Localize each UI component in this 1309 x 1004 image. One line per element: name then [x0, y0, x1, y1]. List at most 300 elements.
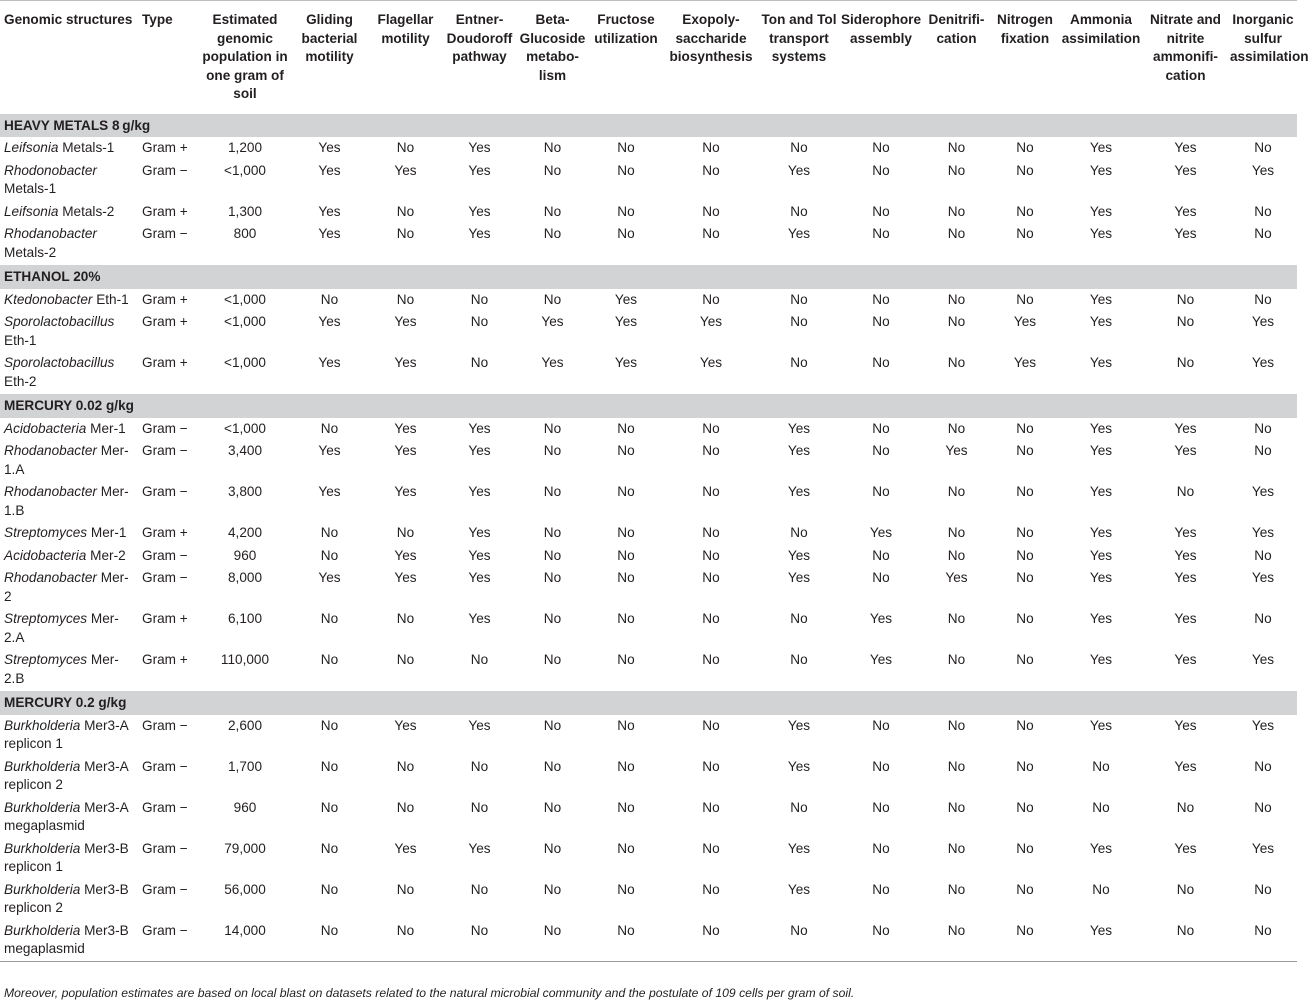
section-row-mercury-002	[0, 394, 1297, 418]
header-siderophore: Siderophore assembly	[840, 12, 922, 46]
table-row	[0, 418, 1297, 441]
genomic-structure-cell	[0, 838, 136, 879]
trait-cell: No	[543, 140, 562, 155]
trait-cell: No	[702, 717, 720, 733]
trait-cell: Yes	[1251, 717, 1275, 733]
trait-cell: No	[872, 291, 890, 307]
table-row	[0, 545, 1297, 568]
structure-label: Eth-1	[96, 291, 129, 307]
structure-label: Mer-1	[90, 525, 127, 540]
trait-cell: No	[947, 758, 966, 774]
trait-cell: No	[790, 291, 808, 307]
trait-cell: No	[947, 717, 966, 733]
trait-cell: No	[617, 652, 635, 667]
table-row	[0, 223, 1297, 265]
trait-cell: Yes	[1089, 226, 1113, 241]
trait-cell: No	[1016, 525, 1034, 540]
trait-cell: Yes	[787, 443, 811, 458]
trait-cell: No	[320, 758, 339, 774]
trait-cell: No	[543, 611, 562, 626]
type-cell: Gram +	[142, 355, 188, 370]
trait-cell: Yes	[1174, 226, 1197, 241]
trait-cell: No	[702, 570, 720, 585]
type-cell: Gram −	[136, 920, 199, 962]
genus-name: Sporolactobacillus	[4, 355, 115, 370]
trait-cell: Yes	[1013, 355, 1037, 370]
trait-cell: Yes	[1174, 611, 1197, 626]
genus-name: Streptomyces	[4, 525, 88, 540]
type-cell: Gram −	[142, 758, 188, 774]
trait-cell: Yes	[1251, 525, 1275, 540]
trait-cell: No	[790, 203, 808, 219]
trait-cell: No	[617, 758, 635, 774]
table-row	[0, 352, 1297, 394]
section-title: MERCURY 0.2 g/kg	[0, 691, 1297, 715]
trait-cell: No	[872, 484, 890, 499]
population-cell: 1,200	[227, 140, 263, 155]
genus-name: Burkholderia	[4, 717, 81, 733]
trait-cell: No	[790, 314, 808, 329]
trait-cell: No	[947, 881, 966, 897]
trait-cell: No	[320, 840, 339, 856]
trait-cell: No	[1254, 291, 1272, 307]
trait-cell: Yes	[1089, 547, 1113, 563]
trait-cell: No	[1254, 420, 1272, 436]
trait-cell: No	[617, 162, 635, 178]
trait-cell: Yes	[614, 355, 638, 370]
structure-label: Mer3-B replicon 1	[4, 840, 129, 874]
header-fructose: Fructose utilization	[594, 12, 658, 46]
genomic-structure-cell	[0, 481, 136, 522]
trait-cell: No	[617, 611, 635, 626]
trait-cell: No	[543, 840, 562, 856]
population-cell: 8,000	[227, 570, 263, 585]
type-cell: Gram −	[142, 799, 188, 815]
trait-cell: No	[702, 140, 720, 155]
trait-cell: Yes	[1174, 525, 1197, 540]
trait-cell: No	[1254, 203, 1272, 219]
trait-cell: Yes	[318, 226, 341, 241]
trait-cell: No	[368, 920, 443, 962]
structure-label: Metals-1	[4, 181, 57, 196]
genus-name: Sporolactobacillus	[4, 314, 115, 329]
section-title: HEAVY METALS 8 g/kg	[0, 113, 1297, 137]
trait-cell: Yes	[394, 420, 417, 436]
header-entner-doudoroff: Entner-Doudoroff pathway	[446, 12, 513, 64]
trait-cell: No	[320, 291, 339, 307]
trait-cell: Yes	[468, 226, 491, 241]
trait-cell: No	[872, 140, 890, 155]
population-cell: 6,100	[227, 611, 263, 626]
trait-cell: No	[947, 314, 966, 329]
trait-cell: No	[320, 881, 339, 897]
trait-cell: No	[1176, 799, 1195, 815]
trait-cell: Yes	[1251, 355, 1275, 370]
genomic-structure-cell	[0, 201, 136, 224]
trait-cell: No	[947, 162, 966, 178]
header-ammonia: Ammonia assimilation	[1061, 12, 1141, 46]
trait-cell: No	[872, 443, 890, 458]
trait-cell: No	[1016, 758, 1034, 774]
header-exopolysaccharide: Exopoly-saccharide biosynthesis	[669, 12, 753, 64]
trait-cell: No	[1254, 881, 1272, 897]
trait-cell: No	[872, 162, 890, 178]
structure-label: Mer-1.B	[4, 484, 129, 518]
genus-name: Streptomyces	[4, 652, 88, 667]
genus-name: Leifsonia	[4, 140, 59, 155]
section-row-mercury-02	[0, 691, 1297, 715]
population-cell: 56,000	[224, 881, 266, 897]
trait-cell: No	[702, 291, 720, 307]
trait-cell: No	[470, 881, 489, 897]
type-cell: Gram −	[142, 443, 188, 458]
header-row	[0, 1, 1297, 114]
table-row	[0, 311, 1297, 352]
table-row	[0, 838, 1297, 879]
trait-cell: Yes	[1089, 525, 1113, 540]
type-cell: Gram +	[142, 314, 188, 329]
trait-cell: Yes	[541, 355, 564, 370]
trait-cell: No	[1016, 611, 1034, 626]
table-row	[0, 608, 1297, 649]
genomic-structure-cell	[0, 522, 136, 545]
trait-cell: No	[872, 717, 890, 733]
trait-cell: No	[702, 162, 720, 178]
trait-cell: Yes	[614, 291, 638, 307]
section-title: ETHANOL 20%	[0, 265, 1297, 289]
trait-cell: Yes	[468, 162, 491, 178]
trait-cell: No	[1176, 291, 1195, 307]
trait-cell: Yes	[1251, 162, 1275, 178]
genomic-structure-cell	[0, 756, 136, 797]
trait-cell: No	[1176, 484, 1195, 499]
trait-cell: No	[320, 652, 339, 667]
trait-cell: No	[1016, 226, 1034, 241]
trait-cell: No	[702, 881, 720, 897]
trait-cell: Yes	[787, 840, 811, 856]
trait-cell: No	[872, 840, 890, 856]
trait-cell: No	[543, 162, 562, 178]
structure-label: Mer-1	[90, 420, 126, 436]
genomic-structure-cell	[0, 797, 136, 838]
header-nitrate-nitrite: Nitrate and nitrite ammonifi-cation	[1149, 12, 1221, 83]
trait-cell: Yes	[1089, 443, 1113, 458]
trait-cell: Yes	[787, 162, 811, 178]
trait-cell: Yes	[318, 203, 341, 219]
structure-label: Mer-2.A	[4, 611, 119, 645]
trait-cell: No	[396, 203, 415, 219]
genomic-structure-cell	[0, 608, 136, 649]
trait-cell: Yes	[318, 314, 341, 329]
population-cell: <1,000	[224, 420, 266, 436]
trait-cell: No	[1016, 140, 1034, 155]
structure-label: Mer-2.B	[4, 652, 119, 686]
trait-cell: No	[1016, 652, 1034, 667]
trait-cell: No	[543, 652, 562, 667]
trait-cell: Yes	[1251, 314, 1275, 329]
trait-cell: Yes	[1089, 611, 1113, 626]
type-cell: Gram +	[142, 203, 188, 219]
trait-cell: Yes	[318, 140, 341, 155]
trait-cell: No	[617, 226, 635, 241]
trait-cell: No	[543, 881, 562, 897]
table-row	[0, 920, 1297, 962]
genomic-structure-cell	[0, 137, 136, 160]
table-row	[0, 137, 1297, 160]
trait-cell: No	[1016, 717, 1034, 733]
trait-cell: No	[320, 611, 339, 626]
structure-label: Mer-2	[4, 570, 129, 604]
type-cell: Gram +	[142, 525, 188, 540]
genomic-structure-cell	[0, 879, 136, 920]
trait-cell: Yes	[541, 314, 564, 329]
trait-cell: No	[990, 920, 1060, 962]
genomic-structure-cell	[0, 418, 136, 441]
trait-cell: Yes	[1089, 840, 1113, 856]
table-row	[0, 481, 1297, 522]
population-cell: 3,800	[227, 484, 263, 499]
trait-cell: No	[1254, 443, 1272, 458]
trait-cell: Yes	[1174, 758, 1197, 774]
trait-cell: No	[1254, 140, 1272, 155]
trait-cell: Yes	[1089, 140, 1113, 155]
trait-cell: No	[470, 291, 489, 307]
trait-cell: No	[790, 611, 808, 626]
population-cell: <1,000	[224, 291, 266, 307]
trait-cell: Yes	[1174, 547, 1197, 563]
trait-cell: No	[702, 443, 720, 458]
genomic-structure-cell	[0, 289, 136, 312]
trait-cell: No	[947, 420, 966, 436]
trait-cell: No	[470, 758, 489, 774]
trait-cell: Yes	[869, 611, 893, 626]
genus-name: Rhodanobacter	[4, 226, 97, 241]
trait-cell: No	[396, 226, 415, 241]
trait-cell: Yes	[1089, 203, 1113, 219]
type-cell: Gram −	[142, 717, 188, 733]
trait-cell: No	[947, 652, 966, 667]
trait-cell: No	[1142, 920, 1229, 962]
trait-cell: No	[1092, 758, 1110, 774]
trait-cell: No	[589, 920, 663, 962]
genomic-structure-cell	[0, 920, 136, 962]
trait-cell: No	[617, 570, 635, 585]
genus-name: Leifsonia	[4, 203, 59, 219]
genomic-structure-cell	[0, 567, 136, 608]
trait-cell: No	[543, 570, 562, 585]
genus-name: Rhodonobacter	[4, 162, 97, 178]
table-row	[0, 440, 1297, 481]
trait-cell: No	[1016, 203, 1034, 219]
trait-cell: No	[396, 611, 415, 626]
trait-cell: Yes	[1251, 570, 1275, 585]
trait-cell: No	[1254, 226, 1272, 241]
trait-cell: No	[1016, 547, 1034, 563]
trait-cell: Yes	[1251, 484, 1275, 499]
trait-cell: Yes	[945, 443, 968, 458]
trait-cell: No	[947, 226, 966, 241]
trait-cell: Yes	[318, 355, 341, 370]
trait-cell: No	[1016, 291, 1034, 307]
trait-cell: No	[470, 652, 489, 667]
table-row	[0, 567, 1297, 608]
trait-cell: No	[543, 484, 562, 499]
trait-cell: Yes	[1174, 420, 1197, 436]
structure-label: Mer3-A megaplasmid	[4, 799, 128, 833]
type-cell: Gram −	[142, 226, 188, 241]
type-cell: Gram −	[142, 881, 188, 897]
genus-name: Streptomyces	[4, 611, 88, 626]
genomic-structure-cell	[0, 160, 136, 201]
genomic-structure-cell	[0, 715, 136, 756]
trait-cell: No	[947, 611, 966, 626]
trait-cell: Yes	[1089, 291, 1113, 307]
population-cell: 800	[233, 226, 257, 241]
header-genomic-structures: Genomic structures	[4, 12, 133, 27]
trait-cell: Yes	[787, 717, 811, 733]
genomic-structure-cell	[0, 440, 136, 481]
trait-cell: No	[872, 758, 890, 774]
trait-cell: No	[543, 717, 562, 733]
trait-cell: No	[443, 920, 516, 962]
trait-cell: No	[947, 525, 966, 540]
header-ton-tol: Ton and Tol transport systems	[761, 12, 837, 64]
trait-cell: No	[1016, 420, 1034, 436]
population-cell: 79,000	[224, 840, 266, 856]
trait-cell: No	[947, 547, 966, 563]
trait-cell: No	[320, 799, 339, 815]
trait-cell: No	[1176, 355, 1195, 370]
trait-cell: No	[320, 717, 339, 733]
trait-cell: Yes	[1251, 652, 1275, 667]
genus-name: Burkholderia	[4, 881, 81, 897]
trait-cell: Yes	[1089, 652, 1113, 667]
trait-cell: Yes	[318, 443, 341, 458]
section-title: MERCURY 0.02 g/kg	[0, 394, 1297, 418]
trait-cell: No	[320, 420, 339, 436]
type-cell: Gram +	[142, 291, 188, 307]
trait-cell: No	[947, 840, 966, 856]
trait-cell: Yes	[468, 717, 491, 733]
population-cell: 14,000	[199, 920, 291, 962]
trait-cell: Yes	[787, 420, 811, 436]
genus-name: Burkholderia	[4, 840, 81, 856]
structure-label: Metals-2	[4, 244, 57, 260]
header-flagellar-motility: Flagellar motility	[377, 12, 434, 46]
trait-cell: No	[617, 203, 635, 219]
trait-cell: Yes	[1174, 140, 1197, 155]
table-row	[0, 201, 1297, 224]
structure-label: Mer-1.A	[4, 443, 129, 477]
trait-cell: No	[1016, 799, 1034, 815]
trait-cell: No	[872, 355, 890, 370]
type-cell: Gram +	[142, 611, 188, 626]
population-cell: 2,600	[227, 717, 263, 733]
trait-cell: Yes	[468, 570, 491, 585]
trait-cell: No	[702, 652, 720, 667]
trait-cell: No	[470, 314, 489, 329]
trait-cell: No	[947, 799, 966, 815]
trait-cell: No	[617, 420, 635, 436]
population-cell: 3,400	[227, 443, 263, 458]
type-cell: Gram +	[142, 140, 188, 155]
trait-cell: No	[702, 484, 720, 499]
trait-cell: Yes	[699, 314, 723, 329]
trait-cell: No	[790, 652, 808, 667]
trait-cell: Yes	[1089, 717, 1113, 733]
trait-cell: No	[617, 547, 635, 563]
structure-label: Mer3-B megaplasmid	[4, 922, 129, 956]
header-nitrogen-fixation: Nitrogen fixation	[997, 12, 1053, 46]
table-row	[0, 715, 1297, 756]
trait-cell: No	[396, 140, 415, 155]
trait-cell: No	[702, 840, 720, 856]
genus-name: Ktedonobacter	[4, 291, 93, 307]
trait-cell: Yes	[318, 570, 341, 585]
trait-cell: No	[663, 920, 759, 962]
trait-cell: No	[543, 420, 562, 436]
genus-name: Acidobacteria	[4, 547, 87, 563]
genomic-structure-cell	[0, 223, 136, 265]
trait-cell: No	[923, 920, 990, 962]
trait-cell: Yes	[1089, 314, 1113, 329]
trait-cell: No	[1254, 611, 1272, 626]
trait-cell: Yes	[699, 355, 723, 370]
trait-cell: No	[872, 547, 890, 563]
trait-cell: No	[702, 203, 720, 219]
genus-name: Rhodanobacter	[4, 570, 97, 585]
trait-cell: No	[1016, 881, 1034, 897]
trait-cell: Yes	[1089, 162, 1113, 178]
genus-name: Rhodanobacter	[4, 443, 97, 458]
header-population: Estimated genomic population in one gram of soil	[202, 12, 288, 101]
trait-cell: No	[396, 291, 415, 307]
trait-cell: No	[1016, 443, 1034, 458]
table-row	[0, 289, 1297, 312]
genomic-structure-cell	[0, 545, 136, 568]
trait-cell: No	[396, 525, 415, 540]
trait-cell: Yes	[394, 314, 417, 329]
type-cell: Gram −	[142, 547, 188, 563]
genus-name: Burkholderia	[4, 799, 81, 815]
trait-cell: Yes	[318, 162, 341, 178]
trait-cell: Yes	[468, 547, 491, 563]
trait-cell: No	[790, 799, 808, 815]
trait-cell: Yes	[468, 840, 491, 856]
type-cell: Gram −	[142, 570, 188, 585]
trait-cell: No	[1254, 547, 1272, 563]
trait-cell: Yes	[1089, 484, 1113, 499]
trait-cell: No	[1016, 484, 1034, 499]
trait-cell: Yes	[614, 314, 638, 329]
trait-cell: Yes	[394, 570, 417, 585]
type-cell: Gram −	[142, 484, 188, 499]
trait-cell: Yes	[1089, 355, 1113, 370]
trait-cell: No	[1176, 881, 1195, 897]
genus-name: Burkholderia	[4, 758, 81, 774]
trait-cell: No	[543, 291, 562, 307]
trait-cell: Yes	[1174, 162, 1197, 178]
trait-cell: Yes	[1060, 920, 1142, 962]
trait-cell: No	[396, 758, 415, 774]
trait-cell: No	[617, 717, 635, 733]
trait-cell: No	[702, 525, 720, 540]
trait-cell: No	[617, 525, 635, 540]
trait-cell: No	[543, 799, 562, 815]
trait-cell: No	[702, 758, 720, 774]
trait-cell: Yes	[468, 140, 491, 155]
trait-cell: No	[1092, 881, 1110, 897]
